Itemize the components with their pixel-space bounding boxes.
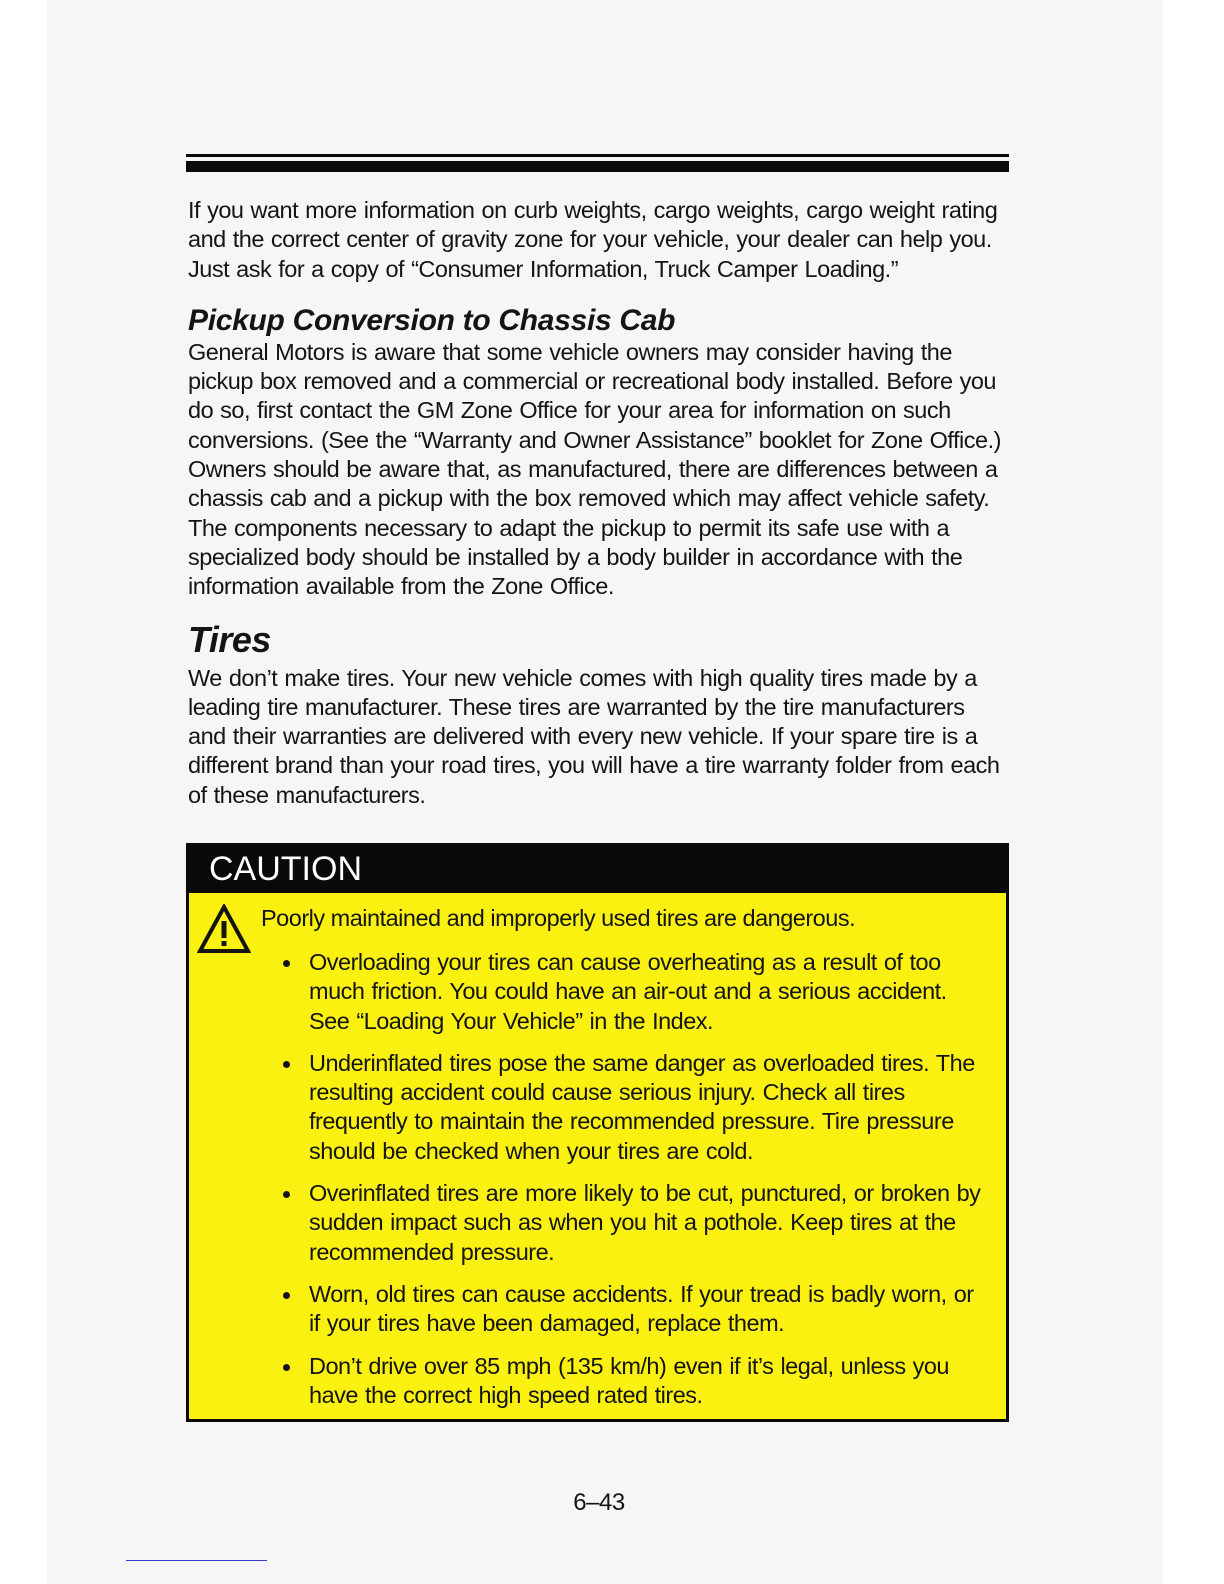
header-rule-thick bbox=[186, 161, 1009, 172]
warning-triangle-icon bbox=[197, 904, 251, 954]
caution-item-text: Don’t drive over 85 mph (135 km/h) even if it’s legal, unless you have the correct high speed rated tires. bbox=[309, 1352, 950, 1408]
bullet-icon bbox=[283, 1364, 290, 1371]
page-number: 6–43 bbox=[573, 1489, 625, 1516]
intro-paragraph: If you want more information on curb weights, cargo weights, cargo weight rating and the correct center of gravity zone for your vehicle, your dealer can help you. Just ask for a copy of “Consumer Information, Truck Camper Loading.” bbox=[188, 197, 998, 282]
main-content bbox=[188, 196, 1008, 810]
caution-item-text: Underinflated tires pose the same danger as overloaded tires. The resulting accident could cause serious injury. Check all tires frequently to maintain the recommended pressure. Tire pressure should be checked when your tires are cold. bbox=[309, 1049, 975, 1164]
caution-item bbox=[273, 1280, 983, 1339]
caution-box bbox=[186, 843, 1009, 1422]
caution-item-text: Worn, old tires can cause accidents. If your tread is badly worn, or if your tires have been damaged, replace them. bbox=[309, 1280, 974, 1337]
caution-item bbox=[273, 1352, 983, 1411]
bullet-icon bbox=[283, 1061, 290, 1068]
caution-intro: Poorly maintained and improperly used tires are dangerous. bbox=[261, 905, 856, 931]
pickup-conversion-body: General Motors is aware that some vehicle owners may consider having the pickup box removed and a commercial or recreational body installed. Before you do so, first contact the GM Zone Office for your area for information on such conversions. (See the “Warranty and Owner Assistance” booklet for Zone Office.) Owners should be aware that, as manufactured, there are differences between a chassis cab and a pickup with the box removed which may affect vehicle safety. The components necessary to adapt the pickup to permit its safe use with a specialized body should be installed by a body builder in accordance with the information available from the Zone Office. bbox=[188, 338, 1001, 600]
pickup-conversion-heading: Pickup Conversion to Chassis Cab bbox=[188, 303, 676, 337]
caution-item bbox=[273, 948, 983, 1036]
bullet-icon bbox=[283, 1191, 290, 1198]
caution-item-text: Overinflated tires are more likely to be cut, punctured, or broken by sudden impact such as when you hit a pothole. Keep tires at the recommended pressure. bbox=[309, 1180, 981, 1265]
caution-item bbox=[273, 1049, 983, 1166]
bullet-icon bbox=[283, 1292, 290, 1299]
tires-heading: Tires bbox=[188, 618, 271, 660]
header-rule-thin bbox=[186, 154, 1009, 157]
caution-item bbox=[273, 1179, 983, 1267]
tires-body: We don’t make tires. Your new vehicle comes with high quality tires made by a leading tire manufacturer. These tires are warranted by the tire manufacturers and their warranties are delivered with every new vehicle. If your spare tire is a different brand than your road tires, you will have a tire warranty folder from each of these manufacturers. bbox=[188, 664, 1000, 808]
footer-underline bbox=[126, 1560, 267, 1561]
caution-list bbox=[273, 948, 983, 1423]
bullet-icon bbox=[283, 960, 290, 967]
caution-header: CAUTION bbox=[189, 846, 1006, 893]
caution-item-text: Overloading your tires can cause overheating as a result of too much friction. You could have an air-out and a serious accident. See “Loading Your Vehicle” in the Index. bbox=[309, 949, 947, 1034]
